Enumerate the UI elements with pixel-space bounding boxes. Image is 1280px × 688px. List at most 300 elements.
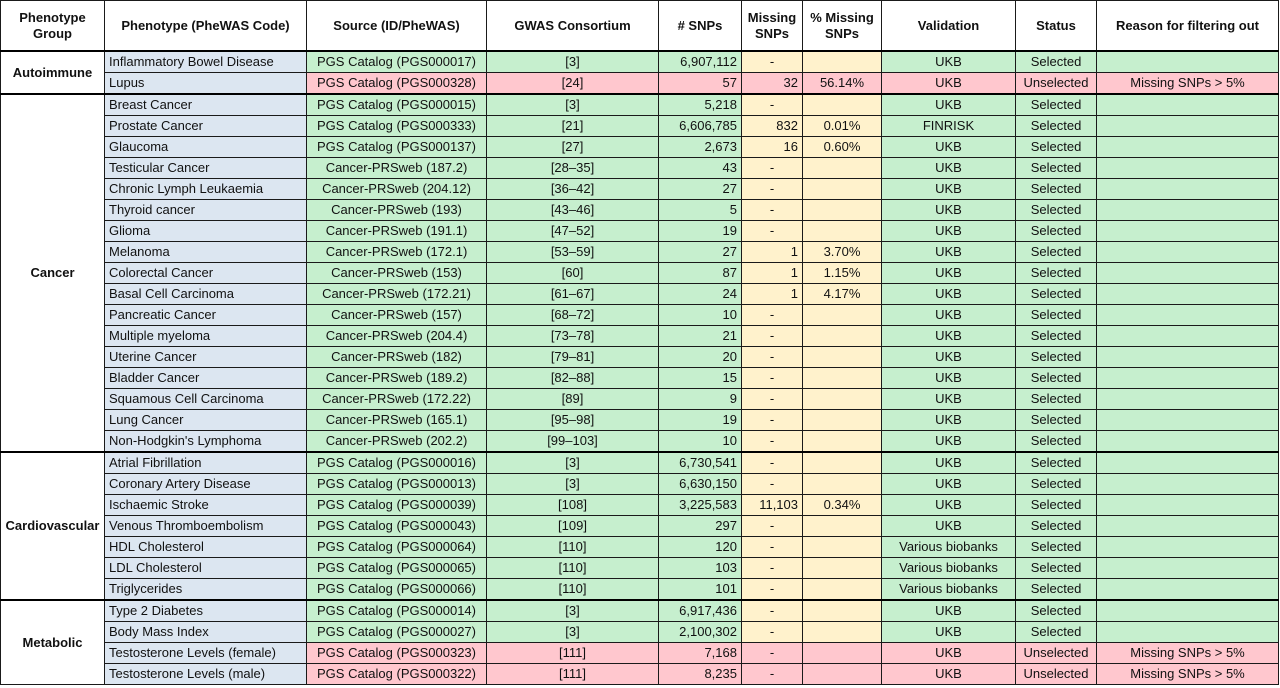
missing-snps-cell: - (742, 200, 803, 221)
status-cell: Selected (1016, 579, 1097, 601)
snps-cell: 6,630,150 (659, 474, 742, 495)
validation-cell: UKB (882, 389, 1016, 410)
validation-cell: UKB (882, 242, 1016, 263)
validation-cell: UKB (882, 305, 1016, 326)
reason-cell (1097, 305, 1279, 326)
validation-cell: FINRISK (882, 116, 1016, 137)
missing-snps-cell: - (742, 664, 803, 685)
header-phenotype: Phenotype (PheWAS Code) (105, 1, 307, 52)
phenotype-cell: Pancreatic Cancer (105, 305, 307, 326)
table-row (1, 179, 1279, 200)
snps-cell: 87 (659, 263, 742, 284)
validation-cell: UKB (882, 158, 1016, 179)
gwas-cell: [53–59] (487, 242, 659, 263)
status-cell: Selected (1016, 622, 1097, 643)
table-row (1, 558, 1279, 579)
validation-cell: UKB (882, 600, 1016, 622)
gwas-cell: [79–81] (487, 347, 659, 368)
table-row (1, 284, 1279, 305)
reason-cell (1097, 221, 1279, 242)
table-row (1, 137, 1279, 158)
validation-cell: UKB (882, 137, 1016, 158)
table-row (1, 474, 1279, 495)
source-cell: Cancer-PRSweb (153) (307, 263, 487, 284)
status-cell: Selected (1016, 537, 1097, 558)
missing-snps-cell: - (742, 179, 803, 200)
phenotype-cell: Chronic Lymph Leukaemia (105, 179, 307, 200)
snps-cell: 101 (659, 579, 742, 601)
table-row (1, 389, 1279, 410)
reason-cell (1097, 431, 1279, 453)
phenotype-cell: Testosterone Levels (male) (105, 664, 307, 685)
snps-cell: 120 (659, 537, 742, 558)
phenotype-cell: Colorectal Cancer (105, 263, 307, 284)
table-row (1, 221, 1279, 242)
snps-cell: 21 (659, 326, 742, 347)
missing-snps-cell: - (742, 305, 803, 326)
phenotype-group-cell: Cancer (1, 94, 105, 452)
missing-snps-cell: - (742, 452, 803, 474)
source-cell: PGS Catalog (PGS000027) (307, 622, 487, 643)
missing-snps-cell: - (742, 622, 803, 643)
status-cell: Selected (1016, 431, 1097, 453)
pct-missing-cell: 0.01% (803, 116, 882, 137)
source-cell: Cancer-PRSweb (187.2) (307, 158, 487, 179)
pct-missing-cell (803, 368, 882, 389)
table-row (1, 94, 1279, 116)
status-cell: Selected (1016, 305, 1097, 326)
missing-snps-cell: 11,103 (742, 495, 803, 516)
status-cell: Selected (1016, 600, 1097, 622)
status-cell: Selected (1016, 284, 1097, 305)
status-cell: Selected (1016, 558, 1097, 579)
validation-cell: UKB (882, 347, 1016, 368)
pct-missing-cell (803, 410, 882, 431)
source-cell: PGS Catalog (PGS000043) (307, 516, 487, 537)
status-cell: Selected (1016, 326, 1097, 347)
status-cell: Selected (1016, 474, 1097, 495)
snps-cell: 9 (659, 389, 742, 410)
pct-missing-cell: 0.60% (803, 137, 882, 158)
gwas-cell: [3] (487, 622, 659, 643)
gwas-cell: [109] (487, 516, 659, 537)
missing-snps-cell: - (742, 600, 803, 622)
missing-snps-cell: - (742, 94, 803, 116)
snps-cell: 6,730,541 (659, 452, 742, 474)
status-cell: Unselected (1016, 643, 1097, 664)
status-cell: Selected (1016, 137, 1097, 158)
status-cell: Selected (1016, 347, 1097, 368)
snps-cell: 43 (659, 158, 742, 179)
validation-cell: UKB (882, 51, 1016, 73)
table-row (1, 643, 1279, 664)
phenotype-cell: Inflammatory Bowel Disease (105, 51, 307, 73)
status-cell: Selected (1016, 389, 1097, 410)
snps-cell: 10 (659, 431, 742, 453)
snps-cell: 297 (659, 516, 742, 537)
phenotype-cell: Basal Cell Carcinoma (105, 284, 307, 305)
snps-cell: 27 (659, 242, 742, 263)
reason-cell: Missing SNPs > 5% (1097, 73, 1279, 95)
pct-missing-cell (803, 643, 882, 664)
pct-missing-cell (803, 158, 882, 179)
table-row (1, 305, 1279, 326)
validation-cell: UKB (882, 326, 1016, 347)
snps-cell: 7,168 (659, 643, 742, 664)
status-cell: Selected (1016, 221, 1097, 242)
validation-cell: UKB (882, 221, 1016, 242)
pct-missing-cell: 4.17% (803, 284, 882, 305)
phenotype-cell: Prostate Cancer (105, 116, 307, 137)
snps-cell: 5,218 (659, 94, 742, 116)
table-row (1, 326, 1279, 347)
reason-cell (1097, 389, 1279, 410)
header-pct-missing: % Missing SNPs (803, 1, 882, 52)
source-cell: Cancer-PRSweb (172.22) (307, 389, 487, 410)
reason-cell: Missing SNPs > 5% (1097, 643, 1279, 664)
source-cell: Cancer-PRSweb (204.12) (307, 179, 487, 200)
source-cell: PGS Catalog (PGS000014) (307, 600, 487, 622)
status-cell: Selected (1016, 495, 1097, 516)
gwas-cell: [28–35] (487, 158, 659, 179)
table-row (1, 116, 1279, 137)
phenotype-cell: Glaucoma (105, 137, 307, 158)
phenotype-cell: Triglycerides (105, 579, 307, 601)
table-row (1, 537, 1279, 558)
phenotype-cell: Multiple myeloma (105, 326, 307, 347)
pct-missing-cell (803, 389, 882, 410)
status-cell: Selected (1016, 200, 1097, 221)
phenotype-cell: Testicular Cancer (105, 158, 307, 179)
missing-snps-cell: 1 (742, 242, 803, 263)
pct-missing-cell (803, 558, 882, 579)
table-row (1, 158, 1279, 179)
missing-snps-cell: - (742, 537, 803, 558)
gwas-cell: [24] (487, 73, 659, 95)
phenotype-cell: Ischaemic Stroke (105, 495, 307, 516)
validation-cell: Various biobanks (882, 579, 1016, 601)
table-row (1, 664, 1279, 685)
phenotype-cell: Uterine Cancer (105, 347, 307, 368)
source-cell: PGS Catalog (PGS000015) (307, 94, 487, 116)
source-cell: PGS Catalog (PGS000323) (307, 643, 487, 664)
header-phenotype-group: Phenotype Group (1, 1, 105, 52)
validation-cell: Various biobanks (882, 558, 1016, 579)
source-cell: Cancer-PRSweb (157) (307, 305, 487, 326)
table-row (1, 452, 1279, 474)
reason-cell (1097, 200, 1279, 221)
gwas-cell: [111] (487, 643, 659, 664)
phenotype-cell: Melanoma (105, 242, 307, 263)
status-cell: Unselected (1016, 73, 1097, 95)
phenotype-cell: Breast Cancer (105, 94, 307, 116)
missing-snps-cell: - (742, 347, 803, 368)
reason-cell (1097, 116, 1279, 137)
phenotype-cell: Venous Thromboembolism (105, 516, 307, 537)
status-cell: Selected (1016, 179, 1097, 200)
gwas-cell: [110] (487, 579, 659, 601)
source-cell: Cancer-PRSweb (172.1) (307, 242, 487, 263)
pct-missing-cell: 3.70% (803, 242, 882, 263)
validation-cell: UKB (882, 94, 1016, 116)
validation-cell: UKB (882, 495, 1016, 516)
phenotype-cell: Coronary Artery Disease (105, 474, 307, 495)
validation-cell: UKB (882, 368, 1016, 389)
gwas-cell: [95–98] (487, 410, 659, 431)
pct-missing-cell (803, 622, 882, 643)
source-cell: Cancer-PRSweb (165.1) (307, 410, 487, 431)
phenotype-cell: LDL Cholesterol (105, 558, 307, 579)
pct-missing-cell (803, 305, 882, 326)
status-cell: Selected (1016, 516, 1097, 537)
phenotype-cell: Squamous Cell Carcinoma (105, 389, 307, 410)
reason-cell (1097, 158, 1279, 179)
table-row (1, 51, 1279, 73)
gwas-cell: [3] (487, 51, 659, 73)
missing-snps-cell: - (742, 389, 803, 410)
table-row (1, 495, 1279, 516)
source-cell: Cancer-PRSweb (204.4) (307, 326, 487, 347)
missing-snps-cell: - (742, 516, 803, 537)
reason-cell (1097, 179, 1279, 200)
source-cell: Cancer-PRSweb (202.2) (307, 431, 487, 453)
gwas-cell: [3] (487, 94, 659, 116)
snps-cell: 2,673 (659, 137, 742, 158)
source-cell: PGS Catalog (PGS000137) (307, 137, 487, 158)
header-validation: Validation (882, 1, 1016, 52)
pct-missing-cell (803, 537, 882, 558)
source-cell: PGS Catalog (PGS000013) (307, 474, 487, 495)
pct-missing-cell (803, 221, 882, 242)
pct-missing-cell (803, 431, 882, 453)
pct-missing-cell (803, 347, 882, 368)
source-cell: PGS Catalog (PGS000322) (307, 664, 487, 685)
reason-cell (1097, 368, 1279, 389)
reason-cell: Missing SNPs > 5% (1097, 664, 1279, 685)
gwas-cell: [61–67] (487, 284, 659, 305)
reason-cell (1097, 622, 1279, 643)
header-missing-snps: Missing SNPs (742, 1, 803, 52)
pct-missing-cell (803, 326, 882, 347)
reason-cell (1097, 284, 1279, 305)
snps-cell: 5 (659, 200, 742, 221)
table-body (1, 51, 1279, 685)
pct-missing-cell (803, 200, 882, 221)
missing-snps-cell: - (742, 410, 803, 431)
reason-cell (1097, 242, 1279, 263)
table-row (1, 431, 1279, 453)
snps-cell: 20 (659, 347, 742, 368)
table-row (1, 410, 1279, 431)
source-cell: Cancer-PRSweb (191.1) (307, 221, 487, 242)
source-cell: PGS Catalog (PGS000066) (307, 579, 487, 601)
header-source: Source (ID/PheWAS) (307, 1, 487, 52)
status-cell: Selected (1016, 51, 1097, 73)
reason-cell (1097, 474, 1279, 495)
source-cell: Cancer-PRSweb (189.2) (307, 368, 487, 389)
validation-cell: UKB (882, 179, 1016, 200)
snps-cell: 6,606,785 (659, 116, 742, 137)
source-cell: PGS Catalog (PGS000016) (307, 452, 487, 474)
phenotype-cell: Type 2 Diabetes (105, 600, 307, 622)
phenotype-cell: Body Mass Index (105, 622, 307, 643)
validation-cell: UKB (882, 622, 1016, 643)
missing-snps-cell: - (742, 221, 803, 242)
table-row (1, 516, 1279, 537)
validation-cell: UKB (882, 431, 1016, 453)
validation-cell: UKB (882, 73, 1016, 95)
missing-snps-cell: 1 (742, 284, 803, 305)
missing-snps-cell: 16 (742, 137, 803, 158)
status-cell: Selected (1016, 116, 1097, 137)
phenotype-group-cell: Metabolic (1, 600, 105, 685)
snps-cell: 8,235 (659, 664, 742, 685)
source-cell: Cancer-PRSweb (172.21) (307, 284, 487, 305)
gwas-cell: [73–78] (487, 326, 659, 347)
gwas-cell: [47–52] (487, 221, 659, 242)
pct-missing-cell (803, 452, 882, 474)
gwas-cell: [27] (487, 137, 659, 158)
status-cell: Selected (1016, 410, 1097, 431)
pct-missing-cell: 56.14% (803, 73, 882, 95)
missing-snps-cell: - (742, 326, 803, 347)
pct-missing-cell: 1.15% (803, 263, 882, 284)
gwas-cell: [110] (487, 537, 659, 558)
gwas-cell: [60] (487, 263, 659, 284)
gwas-cell: [36–42] (487, 179, 659, 200)
reason-cell (1097, 263, 1279, 284)
table-row (1, 263, 1279, 284)
gwas-cell: [43–46] (487, 200, 659, 221)
snps-cell: 19 (659, 410, 742, 431)
validation-cell: UKB (882, 664, 1016, 685)
phenotype-cell: Lung Cancer (105, 410, 307, 431)
header-snps: # SNPs (659, 1, 742, 52)
reason-cell (1097, 600, 1279, 622)
snps-cell: 27 (659, 179, 742, 200)
table-row (1, 579, 1279, 601)
status-cell: Selected (1016, 368, 1097, 389)
table-row (1, 242, 1279, 263)
snps-cell: 3,225,583 (659, 495, 742, 516)
phenotype-cell: Glioma (105, 221, 307, 242)
snps-cell: 10 (659, 305, 742, 326)
status-cell: Selected (1016, 158, 1097, 179)
source-cell: PGS Catalog (PGS000064) (307, 537, 487, 558)
gwas-cell: [89] (487, 389, 659, 410)
validation-cell: UKB (882, 410, 1016, 431)
pct-missing-cell (803, 179, 882, 200)
source-cell: PGS Catalog (PGS000039) (307, 495, 487, 516)
phenotype-cell: Non-Hodgkin's Lymphoma (105, 431, 307, 453)
table-row (1, 600, 1279, 622)
table-row (1, 73, 1279, 95)
gwas-cell: [111] (487, 664, 659, 685)
reason-cell (1097, 137, 1279, 158)
header-reason: Reason for filtering out (1097, 1, 1279, 52)
missing-snps-cell: 32 (742, 73, 803, 95)
pct-missing-cell (803, 94, 882, 116)
status-cell: Selected (1016, 263, 1097, 284)
gwas-cell: [108] (487, 495, 659, 516)
gwas-cell: [110] (487, 558, 659, 579)
pct-missing-cell (803, 516, 882, 537)
table-row (1, 347, 1279, 368)
reason-cell (1097, 537, 1279, 558)
gwas-cell: [3] (487, 452, 659, 474)
status-cell: Selected (1016, 452, 1097, 474)
table-row (1, 368, 1279, 389)
status-cell: Selected (1016, 94, 1097, 116)
snps-cell: 19 (659, 221, 742, 242)
source-cell: Cancer-PRSweb (182) (307, 347, 487, 368)
missing-snps-cell: - (742, 643, 803, 664)
phenotype-group-cell: Autoimmune (1, 51, 105, 94)
header-status: Status (1016, 1, 1097, 52)
source-cell: PGS Catalog (PGS000065) (307, 558, 487, 579)
validation-cell: UKB (882, 452, 1016, 474)
validation-cell: UKB (882, 516, 1016, 537)
snps-cell: 24 (659, 284, 742, 305)
reason-cell (1097, 579, 1279, 601)
phenotype-cell: Lupus (105, 73, 307, 95)
reason-cell (1097, 347, 1279, 368)
header-gwas: GWAS Consortium (487, 1, 659, 52)
validation-cell: UKB (882, 200, 1016, 221)
table-row (1, 622, 1279, 643)
validation-cell: UKB (882, 263, 1016, 284)
gwas-cell: [3] (487, 600, 659, 622)
pct-missing-cell (803, 474, 882, 495)
phenotype-group-cell: Cardiovascular (1, 452, 105, 600)
missing-snps-cell: - (742, 579, 803, 601)
reason-cell (1097, 495, 1279, 516)
snps-cell: 6,917,436 (659, 600, 742, 622)
source-cell: Cancer-PRSweb (193) (307, 200, 487, 221)
reason-cell (1097, 452, 1279, 474)
reason-cell (1097, 94, 1279, 116)
missing-snps-cell: - (742, 368, 803, 389)
gwas-cell: [21] (487, 116, 659, 137)
pct-missing-cell (803, 664, 882, 685)
pct-missing-cell: 0.34% (803, 495, 882, 516)
validation-cell: UKB (882, 643, 1016, 664)
reason-cell (1097, 326, 1279, 347)
source-cell: PGS Catalog (PGS000017) (307, 51, 487, 73)
header-row (1, 1, 1279, 52)
pct-missing-cell (803, 51, 882, 73)
status-cell: Selected (1016, 242, 1097, 263)
missing-snps-cell: - (742, 558, 803, 579)
gwas-cell: [99–103] (487, 431, 659, 453)
reason-cell (1097, 516, 1279, 537)
pct-missing-cell (803, 600, 882, 622)
snps-cell: 57 (659, 73, 742, 95)
snps-cell: 15 (659, 368, 742, 389)
missing-snps-cell: 1 (742, 263, 803, 284)
phenotype-cell: Testosterone Levels (female) (105, 643, 307, 664)
phenotype-cell: Bladder Cancer (105, 368, 307, 389)
reason-cell (1097, 558, 1279, 579)
snps-cell: 2,100,302 (659, 622, 742, 643)
phenotype-cell: HDL Cholesterol (105, 537, 307, 558)
missing-snps-cell: - (742, 474, 803, 495)
snps-cell: 6,907,112 (659, 51, 742, 73)
phenotype-cell: Atrial Fibrillation (105, 452, 307, 474)
validation-cell: Various biobanks (882, 537, 1016, 558)
pct-missing-cell (803, 579, 882, 601)
source-cell: PGS Catalog (PGS000328) (307, 73, 487, 95)
